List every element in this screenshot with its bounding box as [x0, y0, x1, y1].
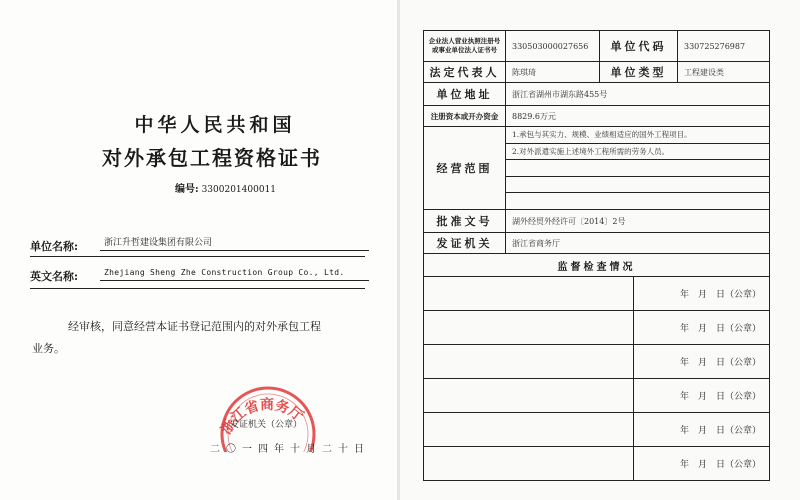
approval-statement	[32, 316, 350, 360]
supervision-date: 年 月 日（公章）	[679, 324, 761, 334]
supervision-row	[424, 379, 769, 413]
unit-name-value: 浙江升哲建设集团有限公司	[100, 236, 369, 251]
scope-label: 经营范围	[424, 127, 506, 209]
table-row	[424, 31, 769, 62]
capital-value: 8829.6万元	[512, 111, 556, 121]
supervision-title: 监督检查情况	[557, 261, 636, 273]
divider	[30, 256, 365, 257]
legal-rep-value: 陈琪琦	[506, 62, 600, 82]
unit-type-value: 工程建设类	[684, 67, 724, 77]
table-row	[424, 106, 769, 127]
capital-label: 注册资本或开办资金	[424, 106, 506, 126]
certificate-left-page	[0, 0, 398, 500]
issue-date: 二〇一四年十月二十日	[210, 444, 370, 455]
english-name-label: 英文名称:	[30, 270, 79, 283]
unit-name-label: 单位名称:	[30, 240, 79, 253]
supervision-date: 年 月 日（公章）	[679, 460, 761, 470]
issuer-value: 浙江省商务厅	[512, 238, 560, 248]
scope-empty-line	[506, 193, 769, 209]
issuer-label: 发证机关	[424, 233, 506, 253]
table-row	[424, 233, 769, 254]
supervision-note	[424, 447, 634, 480]
table-row	[424, 127, 769, 210]
supervision-row	[424, 413, 769, 447]
address-label: 单位地址	[424, 83, 506, 105]
table-row	[424, 254, 769, 277]
statement-line-1: 经审核，同意经营本证书登记范围内的对外承包工程	[68, 320, 321, 333]
unit-type-label: 单位类型	[600, 62, 678, 82]
supervision-row	[424, 311, 769, 345]
cert-no-label: 编号:	[175, 184, 199, 195]
supervision-note	[424, 345, 634, 378]
supervision-row	[424, 447, 769, 480]
seal-text: 浙江省商务厅	[218, 396, 307, 438]
supervision-date: 年 月 日（公章）	[679, 392, 761, 402]
certificate-title: 对外承包工程资格证书	[102, 146, 322, 170]
country-title: 中华人民共和国	[134, 114, 296, 136]
approval-label: 批准文号	[424, 210, 506, 232]
supervision-date: 年 月 日（公章）	[679, 358, 761, 368]
table-row	[424, 62, 769, 83]
address-value: 浙江省湖州市湖东路455号	[512, 89, 608, 99]
table-row	[424, 210, 769, 233]
scope-item: 2.对外派遣实施上述境外工程所需的劳务人员。	[506, 144, 769, 161]
cert-no-value: 3300201400011	[201, 185, 277, 195]
statement-line-2: 业务。	[32, 342, 65, 355]
supervision-row	[424, 277, 769, 311]
reg-no-value: 330503000027656	[506, 31, 600, 61]
reg-no-label: 企业法人营业执照注册号 或事业单位法人证书号	[424, 31, 506, 61]
divider	[30, 288, 365, 289]
approval-value: 湖外经贸外经许可〔2014〕2号	[512, 216, 626, 226]
scope-lines	[506, 127, 769, 209]
supervision-note	[424, 413, 634, 446]
scope-empty-line	[506, 177, 769, 194]
supervision-row	[424, 345, 769, 379]
english-name-value: Zhejiang Sheng Zhe Construction Group Co., Ltd.	[100, 266, 369, 281]
supervision-date: 年 月 日（公章）	[679, 290, 761, 300]
certificate-number	[175, 180, 276, 195]
issuer-stamp-label: 发证机关（公章）	[230, 420, 303, 430]
supervision-date: 年 月 日（公章）	[679, 426, 761, 436]
registration-table	[423, 30, 770, 481]
supervision-note	[424, 311, 634, 344]
legal-rep-label: 法定代表人	[424, 62, 506, 82]
supervision-note	[424, 379, 634, 412]
scope-empty-line	[506, 160, 769, 177]
org-code-value: 330725276987	[684, 41, 746, 51]
org-code-label: 单位代码	[600, 31, 678, 61]
table-row	[424, 83, 769, 106]
supervision-note	[424, 277, 634, 310]
scope-item: 1.承包与其实力、规模、业绩相适应的国外工程项目。	[506, 127, 769, 144]
